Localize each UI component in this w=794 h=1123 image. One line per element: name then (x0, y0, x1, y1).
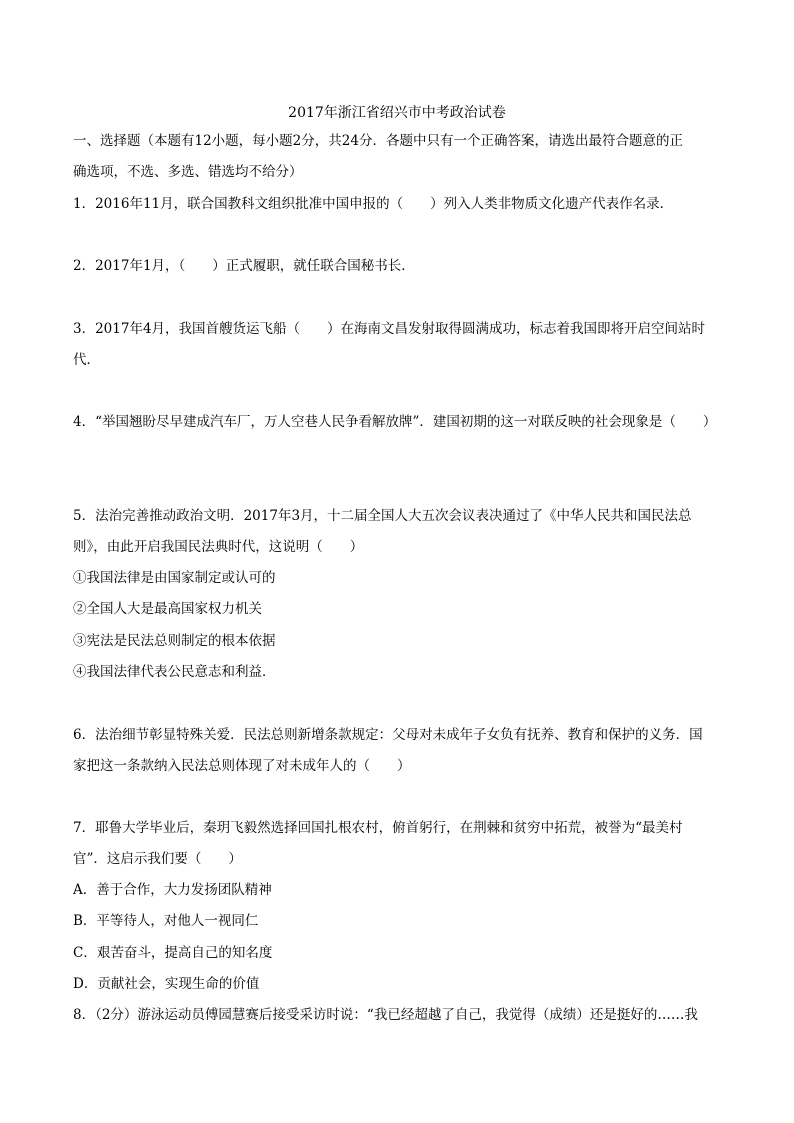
question-5-item-4: ④我国法律代表公民意志和利益． (73, 664, 276, 680)
section-header-line2: 确选项，不选、多选、错选均不给分） (73, 164, 303, 180)
question-6-stem-line2: 家把这一条款纳入民法总则体现了对未成年人的（ ） (73, 758, 411, 774)
question-3-stem-line2: 代． (73, 352, 100, 368)
question-5-item-1: ①我国法律是由国家制定或认可的 (73, 570, 276, 586)
question-5-item-3: ③宪法是民法总则制定的根本依据 (73, 633, 276, 649)
question-3-stem-line1: 3．2017年4月，我国首艘货运飞船（ ）在海南文昌发射取得圆满成功，标志着我国即将开启空间站时 (73, 321, 706, 337)
question-1-stem: 1．2016年11月，联合国教科文组织批准中国申报的（ ）列入人类非物质文化遗产代表作名录． (73, 196, 674, 212)
question-7-option-a[interactable]: A．善于合作，大力发扬团队精神 (73, 882, 272, 898)
question-5-stem-line2: 则》，由此开启我国民法典时代，这说明（ ） (73, 539, 364, 555)
page-title: 2017年浙江省绍兴市中考政治试卷 (288, 105, 506, 121)
question-7-option-d[interactable]: D．贡献社会，实现生命的价值 (73, 976, 260, 992)
question-5-item-2: ②全国人大是最高国家权力机关 (73, 601, 262, 617)
question-2-stem: 2．2017年1月，（ ）正式履职，就任联合国秘书长． (73, 258, 415, 274)
section-header-line1: 一、选择题（本题有12小题，每小题2分，共24分．各题中只有一个正确答案，请选出最符合题意的正 (73, 133, 683, 149)
question-7-option-b[interactable]: B．平等待人，对他人一视同仁 (73, 913, 259, 929)
question-7-stem-line1: 7．耶鲁大学毕业后，秦玥飞毅然选择回国扎根农村，俯首躬行，在荆棘和贫穷中拓荒，被誉为“最美村 (73, 820, 683, 836)
question-7-stem-line2: 官”．这启示我们要（ ） (73, 851, 242, 867)
question-7-option-c[interactable]: C．艰苦奋斗，提高自己的知名度 (73, 945, 273, 961)
question-5-stem-line1: 5．法治完善推动政治文明．2017年3月，十二届全国人大五次会议表决通过了《中华人民共和国民法总 (73, 508, 692, 524)
question-8-stem-line1: 8．（2分）游泳运动员傅园慧赛后接受采访时说：“我已经超越了自己，我觉得（成绩）还是挺好的……我 (73, 1007, 698, 1023)
question-4-stem: 4．“举国翘盼尽早建成汽车厂，万人空巷人民争看解放牌”．建国初期的这一对联反映的社会现象是（ ） (73, 414, 717, 430)
question-6-stem-line1: 6．法治细节彰显特殊关爱．民法总则新增条款规定：父母对未成年子女负有抚养、教育和保护的义务．国 (73, 727, 703, 743)
